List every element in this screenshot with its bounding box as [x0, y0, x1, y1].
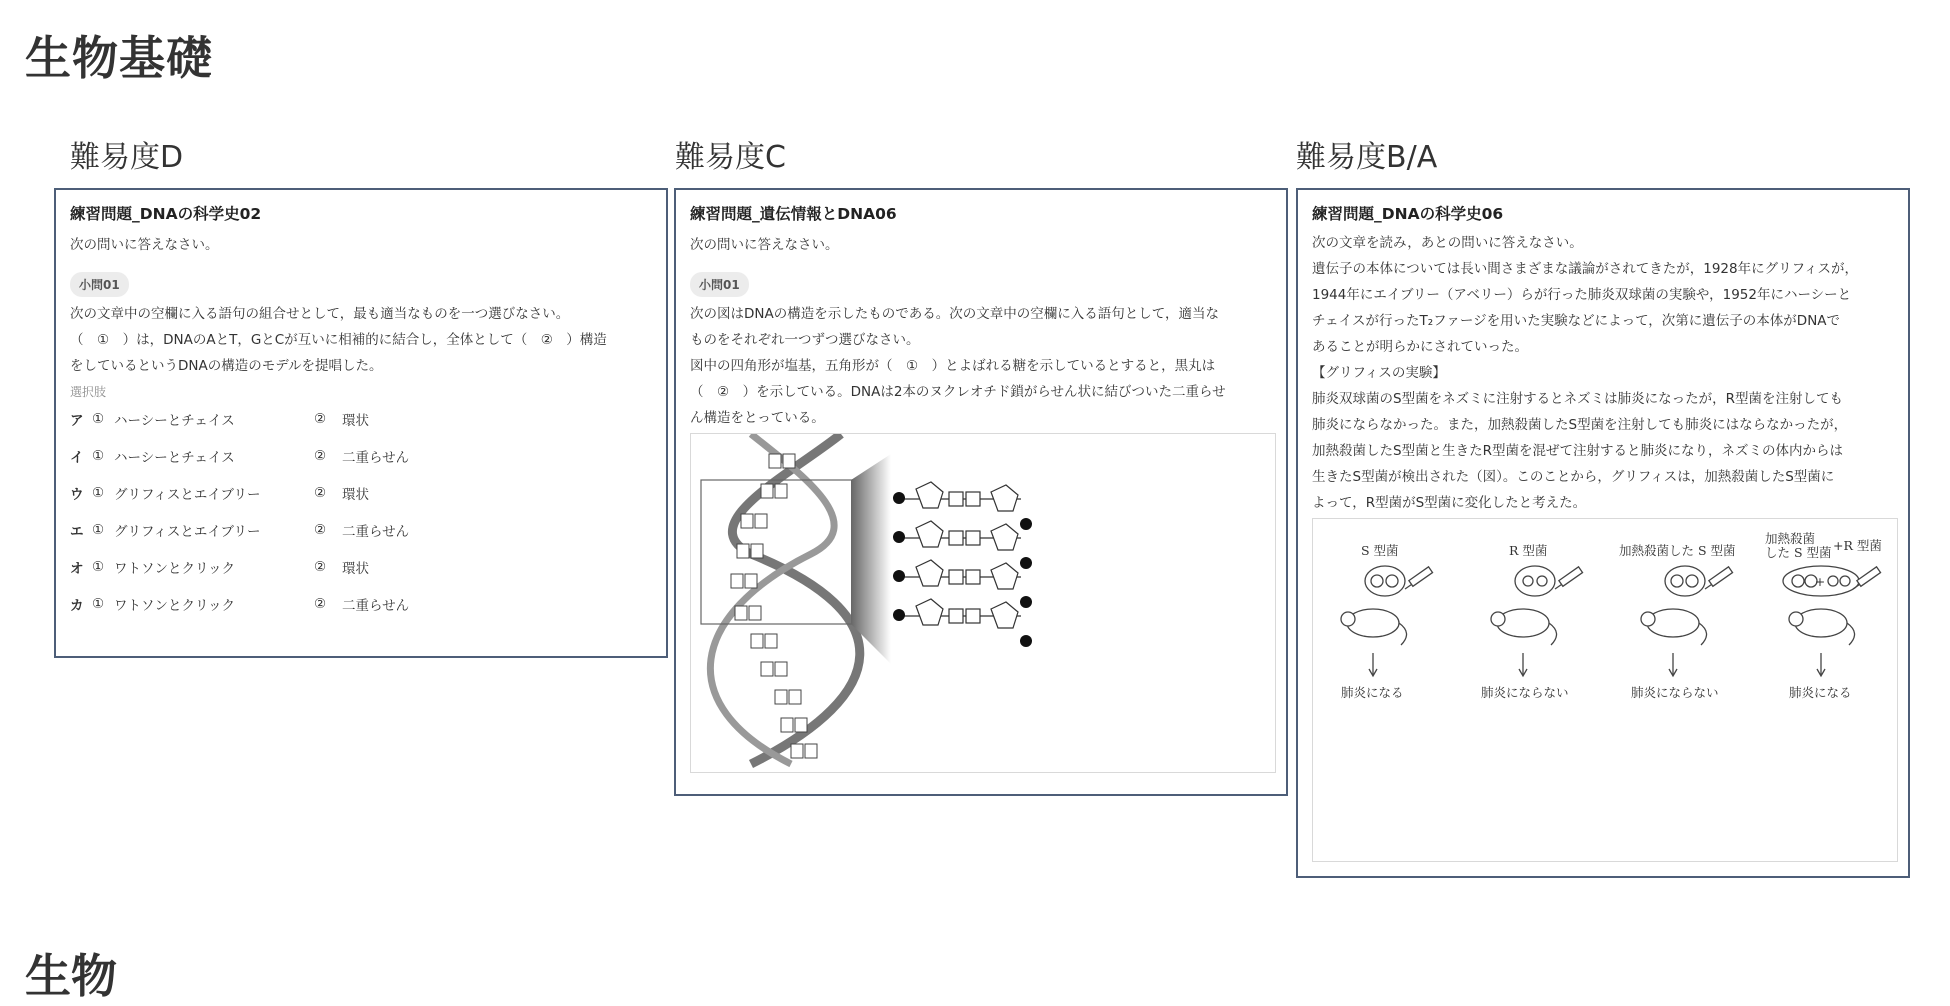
figure-label: +R 型菌 [1833, 538, 1882, 553]
result-label: 肺炎にならない [1631, 685, 1719, 700]
choice-item[interactable]: イ ① ハーシーとチェイス ② 二重らせん [70, 447, 410, 466]
figure-label: R 型菌 [1509, 543, 1548, 558]
figure-label: 加熱殺菌 [1765, 531, 1816, 546]
choice-item[interactable]: ア ① ハーシーとチェイス ② 環状 [70, 410, 369, 429]
choices-label: 選択肢 [70, 385, 107, 399]
griffith-experiment-diagram [1313, 519, 1897, 861]
subquestion-badge: 小問01 [690, 272, 749, 297]
card-title: 練習問題_DNAの科学史02 [70, 205, 262, 223]
dna-structure-figure [690, 433, 1276, 773]
difficulty-heading-ba: 難易度B/A [1296, 140, 1438, 175]
question-card-c[interactable] [674, 188, 1288, 796]
dna-double-helix-diagram [691, 434, 1275, 772]
result-label: 肺炎になる [1789, 685, 1852, 700]
next-section-title: 生物 [25, 949, 117, 1003]
question-body: 次の図はDNAの構造を示したものである。次の文章中の空欄に入る語句として，適当な ものをそれぞれ一つずつ選びなさい。 図中の四角形が塩基，五角形が（ ① ）とよばれる糖を示しているとすると，黒丸は （ ② ）を示している。DNAは2本のヌクレオチド鎖がらせん状に結びついた二重らせ ん構造をとっている。 [690, 306, 1226, 426]
page-title: 生物基礎 [25, 31, 213, 85]
card-intro: 次の問いに答えなさい。 [70, 237, 219, 253]
card-title: 練習問題_DNAの科学史06 [1312, 205, 1504, 223]
plus-sign: + [1814, 574, 1826, 589]
choice-item[interactable]: カ ① ワトソンとクリック ② 二重らせん [70, 595, 410, 614]
griffith-experiment-figure [1312, 518, 1898, 862]
result-label: 肺炎になる [1341, 685, 1404, 700]
choices-list [70, 400, 652, 622]
figure-label: 加熱殺菌した S 型菌 [1619, 543, 1736, 558]
question-body: 次の文章を読み，あとの問いに答えなさい。 遺伝子の本体については長い間さまざまな議論がされてきたが，1928年にグリフィスが， 1944年にエイブリー（アベリー）らが行った肺炎双球菌の実験や，1952年にハーシーと チェイスが行ったT₂ファージを用いた実験などによって，次第に遺伝子の本体がDNAで あることが明らかにされていった。 【グリフィスの実験】 肺炎双球菌のS型菌をネズミに注射するとネズミは肺炎になったが，R型菌を注射しても 肺炎にならなかった。また，加熱殺菌したS型菌を注射しても肺炎にはならなかったが， 加熱殺菌したS型菌と生きたR型菌を混ぜて注射すると肺炎になり，ネズミの体内からは 生きたS型菌が検出された（図）。このことから，グリフィスは，加熱殺菌したS型菌に よって，R型菌がS型菌に変化したと考えた。 [1312, 235, 1859, 511]
choice-item[interactable]: エ ① グリフィスとエイブリー ② 二重らせん [70, 521, 410, 540]
figure-label: S 型菌 [1361, 543, 1399, 558]
question-card-ba[interactable] [1296, 188, 1910, 878]
choice-item[interactable]: オ ① ワトソンとクリック ② 環状 [70, 558, 369, 577]
subquestion-badge: 小問01 [70, 272, 129, 297]
difficulty-heading-c: 難易度C [675, 140, 786, 175]
card-intro: 次の問いに答えなさい。 [690, 237, 839, 253]
question-body: 次の文章中の空欄に入る語句の組合せとして，最も適当なものを一つ選びなさい。 （ ① ）は，DNAのAとT，GとCが互いに相補的に結合し，全体として（ ② ）構造 をしているというDNAの構造のモデルを提唱した。 [70, 306, 607, 374]
result-label: 肺炎にならない [1481, 685, 1569, 700]
difficulty-heading-d: 難易度D [70, 140, 184, 175]
figure-label: した S 型菌 [1765, 545, 1832, 560]
card-title: 練習問題_遺伝情報とDNA06 [690, 205, 897, 223]
choice-item[interactable]: ウ ① グリフィスとエイブリー ② 環状 [70, 484, 369, 503]
question-card-d[interactable] [54, 188, 668, 658]
